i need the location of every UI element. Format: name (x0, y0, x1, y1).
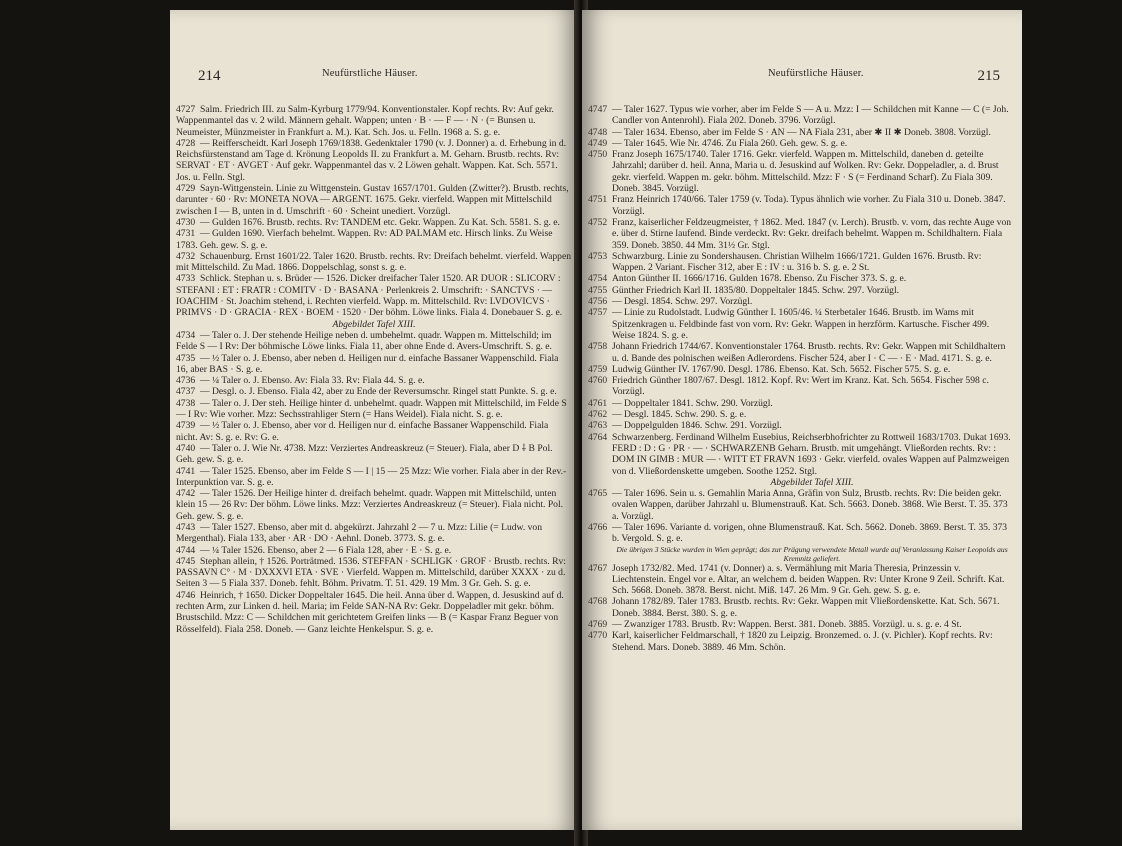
entry-number: 4767 (588, 562, 608, 574)
entry-number: 4741 (176, 465, 196, 477)
catalog-entry (588, 596, 1012, 619)
catalog-entry (588, 409, 1012, 420)
entry-text: Heinrich, † 1650. Dicker Doppeltaler 1645. Die heil. Anna über d. Wappen, d. Jesuskind auf d. rechten Arm, zur Linken d. heil. Maria; im Felde SAN-NA Rv: Gekr. Doppeladler mit gekr. böhm. Brustschild. Mzz: C — Schildchen mit gerichtetem Greifen links — B (= Kaspar Franz Beguer von Rösselfeld). Fiala 258. Doneb. — Ganz leichte Henkelspur. S. g. e. (176, 589, 564, 635)
catalog-entry (176, 590, 572, 635)
entry-text: — ¼ Taler 1526. Ebenso, aber 2 — 6 Fiala 128, aber · E · S. g. e. (200, 544, 452, 556)
entry-text: — Taler 1696. Variante d. vorigen, ohne Blumenstrauß. Kat. Sch. 5662. Doneb. 3869. Berst. T. 35. 373 b. Vergold. S. g. e. (612, 521, 1008, 545)
entry-text: — Taler 1525. Ebenso, aber im Felde S — I | 15 — 25 Mzz: Wie vorher. Fiala aber in der Rev.-Interpunktion var. S. g. e. (176, 465, 567, 488)
entry-text: Salm. Friedrich III. zu Salm-Kyrburg 1779/94. Konventionstaler. Kopf rechts. Rv: Auf gekr. Wappenmantel das v. 2 wild. Männern gehalt. Wappen; unten · B · — F — · N · (= Bunsen u. Neumeister, Münzmeister in Frankfurt a. M.). Kat. Sch. Jos. u. Felln. 1968 a. S. g. e. (176, 104, 554, 138)
entry-text: — ½ Taler o. J. Ebenso, aber vor d. Heiligen nur d. einfache Bassaner Wappenschild. Fiala nicht. Av: S. g. e. Rv: G. e. (176, 420, 549, 443)
catalog-entry (176, 466, 572, 489)
entry-text: Schwarzenberg. Ferdinand Wilhelm Eusebius, Reichserbhofrichter zu Rottweil 1683/1703. Dukat 1693. FERD : D : G · PR · — · SCHWARZENB Geharn. Brustb. mit umgehängt. Vließorden rechts. Rv: : DOM IN GIMB : MUR — · WITT ET FRAVN 1693 · Gekr. vierfeld. ovales Wappen auf Palmzweigen von d. Vließordenskette umgeben. Soothe 1252. Stgl. (612, 431, 1011, 477)
entry-number: 4730 (176, 216, 196, 228)
entry-text: Schwarzburg. Linie zu Sondershausen. Christian Wilhelm 1666/1721. Gulden 1676. Brustb. Rv: Wappen. 2 Variant. Fischer 312, aber E : IV : u. 316 b. S. g. e. 2 St. (612, 250, 982, 274)
catalog-entry (176, 183, 572, 217)
catalog-entry (176, 443, 572, 466)
plate-reference (588, 477, 1012, 488)
entry-text: — Taler 1627. Typus wie vorher, aber im Felde S — A u. Mzz: I — Schildchen mit Kanne — C (= Joh. Candler von Antenrohl). Fiala 202. Doneb. 3796. Vorzügl. (612, 104, 1009, 127)
catalog-entry (588, 619, 1012, 630)
catalog-entry (588, 104, 1012, 127)
entry-number: 4770 (588, 630, 608, 642)
entry-text: — Taler 1527. Ebenso, aber mit d. abgekürzt. Jahrzahl 2 — 7 u. Mzz: Lilie (= Ludw. von Mergenthal). Fiala 133, aber · AR · DO · Aehnl. Doneb. 3773. S. g. e. (176, 521, 543, 545)
entry-number: 4761 (588, 397, 608, 409)
entry-number: 4749 (588, 137, 608, 149)
catalog-entry (588, 630, 1012, 653)
entry-number: 4745 (176, 555, 196, 567)
entry-number: 4729 (176, 183, 196, 195)
right-column (588, 104, 1012, 653)
entry-text: — Doppeltaler 1841. Schw. 290. Vorzügl. (612, 397, 773, 409)
right-page (582, 10, 1022, 830)
entry-text: — ¼ Taler o. J. Ebenso. Av: Fiala 33. Rv: Fiala 44. S. g. e. (200, 375, 425, 387)
entry-text: — Doppelgulden 1846. Schw. 291. Vorzügl. (612, 420, 782, 432)
plate-caption: Abgebildet Tafel XIII. (770, 476, 854, 488)
entry-text: — Desgl. 1854. Schw. 297. Vorzügl. (612, 296, 753, 308)
catalog-entry (176, 545, 572, 556)
entry-text: — Taler 1526. Der Heilige hinter d. dreifach behelmt. quadr. Wappen mit Mittelschild, unten klein 15 — 26 Rv: Der böhm. Löwe links. Mzz: Verziertes Andreaskreuz (= Steuer). Fiala nicht. Pol. Geh. gew. S. g. e. (176, 488, 564, 522)
entry-text: Stephan allein, † 1526. Porträtmed. 1536. STEFFAN · SCHLIGK · GROF · Brustb. rechts. Rv: PASSAVN C° · M · DXXXVI ETA · SVE · Vierfeld. Wappen m. Mittelschild, darüber XXXX · zu d. Seiten 3 — 5 Fiala 337. Doneb. fehlt. Böhm. Privatm. T. 51. 429. 19 Mm. 3 Gr. Geh. S. g. e. (176, 555, 566, 590)
running-head: Neufürstliche Häuser. (322, 68, 418, 79)
entry-text: — Desgl. 1845. Schw. 290. S. g. e. (612, 409, 747, 421)
entry-text: Franz Joseph 1675/1740. Taler 1716. Gekr. vierfeld. Wappen m. Mittelschild, daneben d. geteilte Jahrzahl; darüber d. heil. Anna, Maria u. d. Jesuskind auf Wolken. Rv: Gekr. Doppeladler, a. d. Brust gekr. vierfeld. Wappen m. gekr. böhm. Mittelschild. Mzz: F · S (= Ferdinand Scharf). Zu Fiala 309. Doneb. 3845. Vorzügl. (612, 149, 999, 195)
entry-footnote: Die übrigen 3 Stücke wurden in Wien geprägt; das zur Prägung verwendete Metall wurde auf Veranlassung Kaiser Leopolds aus Kremnitz geliefert. (616, 544, 1008, 563)
entry-number: 4733 (176, 273, 196, 285)
entry-text: — Taler o. J. Der steh. Heilige hinter d. unbehelmt. quadr. Wappen mit Mittelschild, im Felde S — I Rv: Wie vorher. Mzz: Sechsstrahliger Stern (= Hans Weidel). Fiala nicht. S. g. e. (176, 397, 567, 421)
entry-number: 4747 (588, 104, 608, 115)
catalog-entry (588, 273, 1012, 284)
catalog-entry (176, 522, 572, 545)
entry-number: 4757 (588, 307, 608, 319)
entry-number: 4756 (588, 296, 608, 308)
entry-text: — Gulden 1676. Brustb. rechts. Rv: TANDEM etc. Gekr. Wappen. Zu Kat. Sch. 5581. S. g. e. (200, 216, 560, 228)
catalog-entry (176, 138, 572, 183)
catalog-entry (588, 432, 1012, 477)
catalog-entry (588, 307, 1012, 341)
entry-text: Anton Günther II. 1666/1716. Gulden 1678. Ebenso. Zu Fischer 373. S. g. e. (612, 273, 907, 285)
page-number: 215 (977, 68, 1000, 84)
catalog-entry (176, 386, 572, 397)
entry-text: Karl, kaiserlicher Feldmarschall, † 1820 zu Leipzig. Bronzemed. o. J. (v. Pichler). Kopf rechts. Rv: Stehend. Mars. Doneb. 3889. 46 Mm. Schön. (612, 630, 993, 653)
entry-text: Friedrich Günther 1807/67. Desgl. 1812. Kopf. Rv: Wert im Kranz. Kat. Sch. 5654. Fischer 598 c. Vorzügl. (612, 375, 989, 398)
catalog-entry (176, 251, 572, 274)
entry-number: 4746 (176, 589, 196, 601)
entry-number: 4740 (176, 442, 196, 454)
catalog-entry (588, 194, 1012, 217)
entry-number: 4753 (588, 250, 608, 262)
entry-number: 4734 (176, 329, 196, 341)
entry-text: Johann Friedrich 1744/67. Konventionstaler 1764. Brustb. rechts. Rv: Gekr. Wappen mit Schildhaltern u. d. Bande des polnischen weißen Adlerordens. Fischer 524, aber I · C — · E · Mad. 4171. S. g. e. (612, 341, 1006, 364)
catalog-entry (588, 420, 1012, 431)
entry-number: 4748 (588, 126, 608, 138)
catalog-entry (588, 341, 1012, 364)
catalog-entry (588, 127, 1012, 138)
entry-text: — Taler o. J. Der stehende Heilige neben d. umbehelmt. quadr. Wappen m. Mittelschild; im Felde S — I Rv: Der böhmische Löwe links. Fiala 11, aber ohne Ende d. Avers-Umschrift. S. g. e. (176, 329, 552, 353)
entry-number: 4731 (176, 228, 196, 240)
entry-number: 4765 (588, 488, 608, 500)
catalog-entry (588, 488, 1012, 522)
entry-text: Schlick. Stephan u. s. Brüder — 1526. Dicker dreifacher Taler 1520. AR DUOR : SLICORV : STEFANI : ET : FRATR : COMITV · D · BASANA · Perlenkreis 2. Umschrift: · SANCTVS · — IOACHIM · St. Joachim stehend, i. Rechten vierfeld. Wapp. m. Mittelschild. Rv: LVDOVICVS · PRIMVS · D · GRACIA · REX · BOEM · 1520 · Der böhm. Löwe links. Fiala 4. Donebauer S. g. e. (176, 273, 563, 319)
catalog-entry (176, 556, 572, 590)
catalog-entry (176, 217, 572, 228)
entry-number: 4735 (176, 352, 196, 364)
catalog-entry (176, 488, 572, 522)
catalog-entry (588, 217, 1012, 251)
entry-text: Franz Heinrich 1740/66. Taler 1759 (v. Toda). Typus ähnlich wie vorher. Zu Fiala 310 u. Doneb. 3847. Vorzügl. (612, 194, 1006, 217)
entry-number: 4754 (588, 273, 608, 285)
catalog-entry (588, 149, 1012, 194)
entry-text: — Taler 1645. Wie Nr. 4746. Zu Fiala 260. Geh. gew. S. g. e. (612, 137, 848, 149)
entry-number: 4758 (588, 341, 608, 353)
catalog-entry (176, 420, 572, 443)
catalog-entry (176, 375, 572, 386)
catalog-entry (176, 330, 572, 353)
entry-number: 4766 (588, 521, 608, 533)
catalog-entry (588, 296, 1012, 307)
entry-number: 4751 (588, 194, 608, 206)
catalog-entry (588, 375, 1012, 398)
entry-text: — Linie zu Rudolstadt. Ludwig Günther I. 1605/46. ¼ Sterbetaler 1646. Brustb. im Wams mit Spitzenkragen u. Feldbinde fast von vorn. Rv: Gekr. Wappen in herzförm. Kartusche. Fischer 499. Weise 1824. S. g. e. (612, 307, 990, 341)
entry-number: 4739 (176, 420, 196, 432)
entry-text: Ludwig Günther IV. 1767/90. Desgl. 1786. Ebenso. Kat. Sch. 5652. Fischer 575. S. g. e. (612, 363, 951, 375)
entry-number: 4759 (588, 363, 608, 375)
entry-text: — Taler 1696. Sein u. s. Gemahlin Maria Anna, Gräfin von Sulz, Brustb. rechts. Rv: Die beiden gekr. ovalen Wappen, darüber Jahrzahl u. Blumenstrauß. Kat. Sch. 5663. Doneb. 3868. Wie Berst. T. 35. 373 a. Vorzügl. (612, 488, 1008, 522)
entry-text: Joseph 1732/82. Med. 1741 (v. Donner) a. s. Vermählung mit Maria Theresia, Prinzessin v. Liechtenstein. Engel vor e. Altar, an welchem d. beiden Wappen. Rv: Unter Krone 9 Zeil. Schrift. Kat. Sch. 5668. Doneb. 3878. Berst. nicht. Miß. 147. 26 Mm. 9 Gr. Geh. gew. S. g. e. (612, 562, 1005, 597)
entry-text: — Reifferscheidt. Karl Joseph 1769/1838. Gedenktaler 1790 (v. J. Donner) a. d. Erhebung in d. Reichsfürstenstand am Tage d. Krönung Leopolds II. zu Frankfurt a. M. Geharn. Brustb. rechts. Rv: SERVAT · ET · AVGET · Auf gekr. Wappenmantel das v. 2 Löwen gehalt. Wappen. Kat. Sch. 5571. Jos. u. Felln. Stgl. (176, 137, 567, 183)
catalog-entry (588, 563, 1012, 597)
entry-number: 4728 (176, 137, 196, 149)
catalog-entry (588, 251, 1012, 274)
entry-number: 4764 (588, 431, 608, 443)
catalog-entry (176, 104, 572, 138)
left-page (170, 10, 578, 830)
entry-number: 4769 (588, 619, 608, 631)
entry-number: 4743 (176, 521, 196, 533)
entry-text: Johann 1782/89. Taler 1783. Brustb. rechts. Rv: Gekr. Wappen mit Vließordenskette. Kat. Sch. 5671. Doneb. 3884. Berst. 380. S. g. e. (612, 596, 1000, 619)
catalog-entry (176, 353, 572, 376)
catalog-entry (588, 285, 1012, 296)
entry-number: 4732 (176, 250, 196, 262)
entry-number: 4760 (588, 375, 608, 387)
entry-number: 4752 (588, 216, 608, 228)
entry-text: — Taler 1634. Ebenso, aber im Felde S · AN — NA Fiala 231, aber ✱ II ✱ Doneb. 3808. Vorzügl. (612, 126, 991, 138)
entry-number: 4737 (176, 386, 196, 398)
entry-text: — Desgl. o. J. Ebenso. Fiala 42, aber zu Ende der Reversumschr. Ringel statt Punkte. S. g. e. (200, 386, 557, 398)
entry-text: — Zwanziger 1783. Brustb. Rv: Wappen. Berst. 381. Doneb. 3885. Vorzügl. u. s. g. e. 4 St. (612, 619, 962, 631)
entry-number: 4736 (176, 375, 196, 387)
entry-text: Schauenburg. Ernst 1601/22. Taler 1620. Brustb. rechts. Rv: Dreifach behelmt. vierfeld. Wappen mit Mittelschild. Zu Mad. 1866. Doppelschlag, sonst s. g. e. (176, 250, 572, 274)
catalog-entry (176, 398, 572, 421)
catalog-entry (588, 364, 1012, 375)
entry-text: — Taler o. J. Wie Nr. 4738. Mzz: Verziertes Andreaskreuz (= Steuer). Fiala, aber D ⸸ B Pol. Geh. gew. S. g. e. (176, 442, 553, 466)
entry-number: 4762 (588, 409, 608, 421)
entry-number: 4727 (176, 104, 196, 115)
entry-number: 4768 (588, 596, 608, 608)
entry-number: 4755 (588, 284, 608, 296)
running-head: Neufürstliche Häuser. (768, 68, 864, 79)
left-column (176, 104, 572, 635)
entry-number: 4738 (176, 397, 196, 409)
catalog-entry (588, 398, 1012, 409)
entry-number: 4742 (176, 488, 196, 500)
catalog-entry (588, 138, 1012, 149)
entry-number: 4763 (588, 420, 608, 432)
entry-number: 4750 (588, 149, 608, 161)
catalog-entry (176, 228, 572, 251)
entry-text: Franz, kaiserlicher Feldzeugmeister, † 1862. Med. 1847 (v. Lerch). Brustb. v. vorn, das rechte Auge von e. über d. Stirne laufend. Binde verdeckt. Rv: Gekr. dreifach behelmt. Wappen m. Schildhaltern. Fiala 359. Doneb. 3850. 44 Mm. 31½ Gr. Stgl. (612, 216, 1012, 251)
entry-text: Sayn-Wittgenstein. Linie zu Wittgenstein. Gustav 1657/1701. Gulden (Zwitter?). Brustb. rechts, darunter · 60 · Rv: MONETA NOVA — ARGENT. 1675. Gekr. vierfeld. Wappen mit Mittelschild zwischen I — B, unten in d. Umschrift · 60 · Scheint unediert. Vorzügl. (176, 183, 569, 217)
catalog-entry (176, 273, 572, 318)
entry-text: — Gulden 1690. Vierfach behelmt. Wappen. Rv: AD PALMAM etc. Hirsch links. Zu Weise 1783. Geh. gew. S. g. e. (176, 228, 553, 251)
page-number: 214 (198, 68, 221, 84)
entry-number: 4744 (176, 544, 196, 556)
entry-text: — ½ Taler o. J. Ebenso, aber neben d. Heiligen nur d. einfache Bassaner Wappenschild. Fiala 16, aber BAS · S. g. e. (176, 352, 559, 375)
catalog-entry (588, 522, 1012, 563)
plate-caption: Abgebildet Tafel XIII. (332, 318, 416, 330)
plate-reference (176, 319, 572, 330)
entry-text: Günther Friedrich Karl II. 1835/80. Doppeltaler 1845. Schw. 297. Vorzügl. (612, 284, 900, 296)
